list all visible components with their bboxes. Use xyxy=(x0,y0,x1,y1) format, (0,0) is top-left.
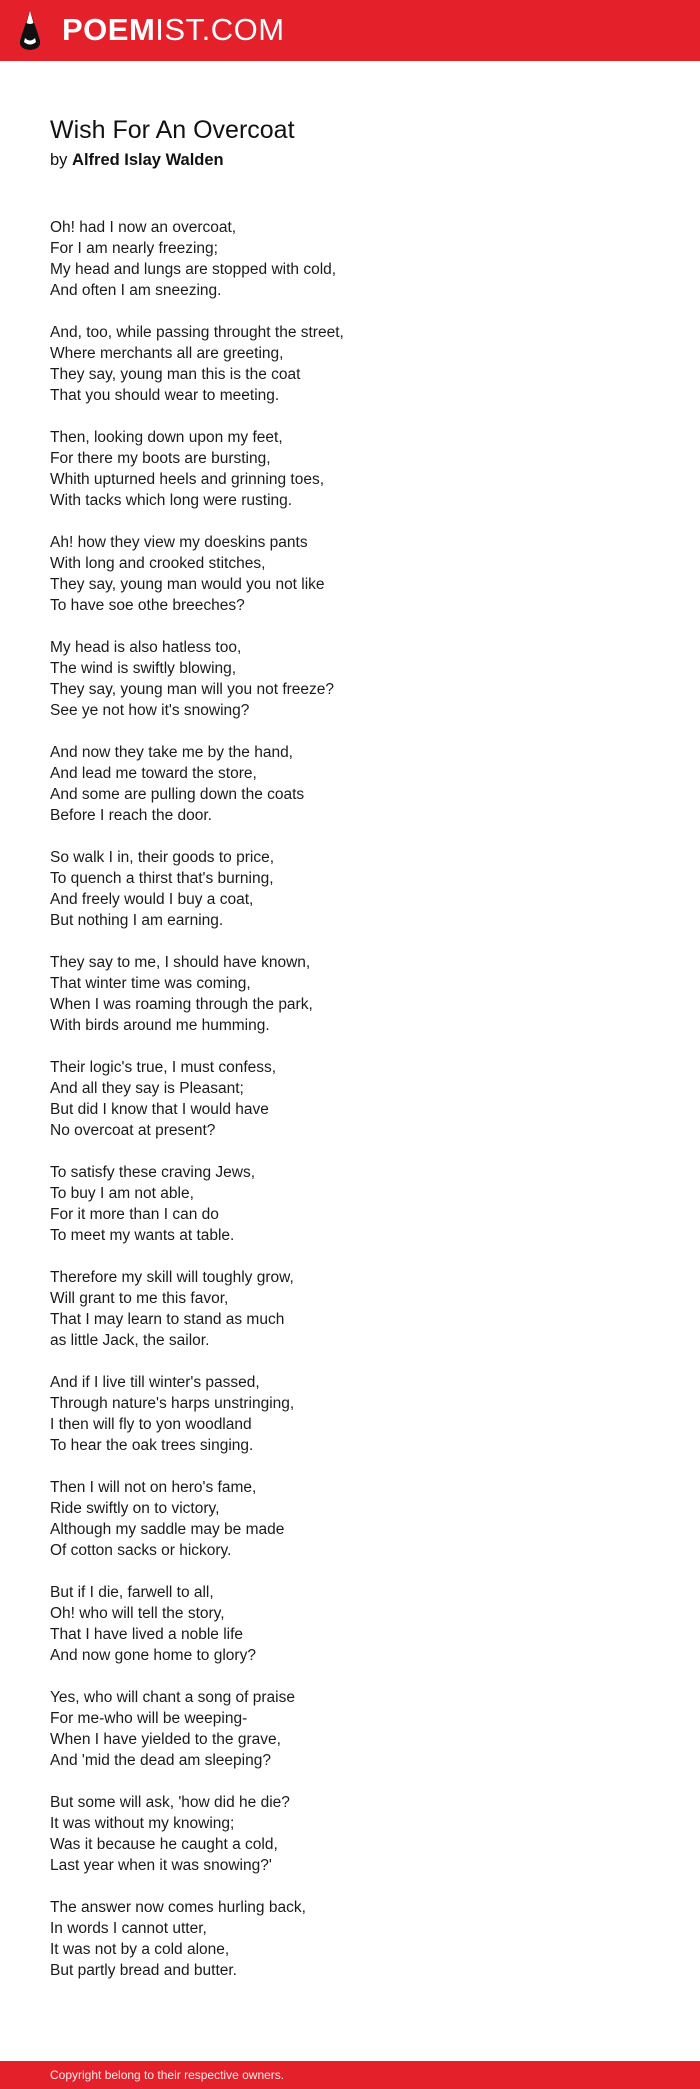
poem-line: Where merchants all are greeting, xyxy=(50,345,284,362)
author-name: Alfred Islay Walden xyxy=(72,151,224,169)
poem-line: With tacks which long were rusting. xyxy=(50,492,293,509)
stanza xyxy=(50,1162,650,1246)
poem-line: And now gone home to glory? xyxy=(50,1647,256,1664)
stanza xyxy=(50,637,650,721)
stanza xyxy=(50,1792,650,1876)
poem-line: And some are pulling down the coats xyxy=(50,786,305,803)
stanza xyxy=(50,322,650,406)
poem-line: To buy I am not able, xyxy=(50,1185,194,1202)
poem-line: To satisfy these craving Jews, xyxy=(50,1164,256,1181)
poem-line: as little Jack, the sailor. xyxy=(50,1332,210,1349)
poem-line: That you should wear to meeting. xyxy=(50,387,280,404)
stanza xyxy=(50,427,650,511)
stanza xyxy=(50,1477,650,1561)
poem-line: And freely would I buy a coat, xyxy=(50,891,254,908)
poem-line: But some will ask, 'how did he die? xyxy=(50,1794,290,1811)
copyright-text: Copyright belong to their respective owners. xyxy=(50,2068,285,2082)
poem-line: The wind is swiftly blowing, xyxy=(50,660,237,677)
poem-line: With birds around me humming. xyxy=(50,1017,270,1034)
poem-line: That I have lived a noble life xyxy=(50,1626,244,1643)
poem-line: But if I die, farwell to all, xyxy=(50,1584,214,1601)
logo-light-part: IST.COM xyxy=(155,12,285,47)
site-footer xyxy=(0,2061,700,2089)
stanza xyxy=(50,952,650,1036)
poem-line: But nothing I am earning. xyxy=(50,912,224,929)
stanza xyxy=(50,742,650,826)
poem-line: And, too, while passing throught the street, xyxy=(50,324,344,341)
poem-line: Ah! how they view my doeskins pants xyxy=(50,534,308,551)
poem-line: So walk I in, their goods to price, xyxy=(50,849,275,866)
stanza xyxy=(50,532,650,616)
poem-line: And 'mid the dead am sleeping? xyxy=(50,1752,271,1769)
stanza xyxy=(50,1057,650,1141)
poem-line: For there my boots are bursting, xyxy=(50,450,271,467)
poem-content xyxy=(50,113,650,2002)
poem-line: For I am nearly freezing; xyxy=(50,240,218,257)
poem-line: Will grant to me this favor, xyxy=(50,1290,229,1307)
poem-line: Therefore my skill will toughly grow, xyxy=(50,1269,294,1286)
stanza xyxy=(50,847,650,931)
poem-line: Before I reach the door. xyxy=(50,807,212,824)
poem-line: They say, young man would you not like xyxy=(50,576,325,593)
poem-line: And now they take me by the hand, xyxy=(50,744,293,761)
poem-line: That winter time was coming, xyxy=(50,975,251,992)
poem-line: When I was roaming through the park, xyxy=(50,996,313,1013)
poem-line: Whith upturned heels and grinning toes, xyxy=(50,471,325,488)
poem-line: The answer now comes hurling back, xyxy=(50,1899,306,1916)
poem-line: In words I cannot utter, xyxy=(50,1920,207,1937)
poem-line: For it more than I can do xyxy=(50,1206,219,1223)
poem-line: They say, young man this is the coat xyxy=(50,366,301,383)
poem-title: Wish For An Overcoat xyxy=(50,116,295,144)
stanza xyxy=(50,1267,650,1351)
poem-line: When I have yielded to the grave, xyxy=(50,1731,281,1748)
poem-body xyxy=(50,217,650,1981)
poem-line: Ride swiftly on to victory, xyxy=(50,1500,220,1517)
poem-line: For me-who will be weeping- xyxy=(50,1710,248,1727)
poem-line: Then, looking down upon my feet, xyxy=(50,429,283,446)
poem-line: To quench a thirst that's burning, xyxy=(50,870,274,887)
poem-line: Last year when it was snowing?' xyxy=(50,1857,272,1874)
poem-line: Through nature's harps unstringing, xyxy=(50,1395,295,1412)
poem-line: And if I live till winter's passed, xyxy=(50,1374,260,1391)
poem-line: No overcoat at present? xyxy=(50,1122,216,1139)
stanza xyxy=(50,217,650,301)
poem-line: And often I am sneezing. xyxy=(50,282,222,299)
byline xyxy=(50,149,650,171)
poem-line: I then will fly to yon woodland xyxy=(50,1416,252,1433)
poem-line: Their logic's true, I must confess, xyxy=(50,1059,277,1076)
poem-line: My head and lungs are stopped with cold, xyxy=(50,261,337,278)
poem-line: My head is also hatless too, xyxy=(50,639,242,656)
site-logo-text xyxy=(62,11,285,49)
poem-line: Of cotton sacks or hickory. xyxy=(50,1542,232,1559)
poem-line: Oh! had I now an overcoat, xyxy=(50,219,237,236)
poem-line: And lead me toward the store, xyxy=(50,765,257,782)
stanza xyxy=(50,1687,650,1771)
poem-line: Yes, who will chant a song of praise xyxy=(50,1689,295,1706)
poem-line: Although my saddle may be made xyxy=(50,1521,285,1538)
poem-line: But did I know that I would have xyxy=(50,1101,269,1118)
poem-line: Oh! who will tell the story, xyxy=(50,1605,225,1622)
poem-line: Was it because he caught a cold, xyxy=(50,1836,278,1853)
poem-line: They say, young man will you not freeze? xyxy=(50,681,335,698)
site-header xyxy=(0,0,700,61)
poem-line: It was not by a cold alone, xyxy=(50,1941,230,1958)
poem-line: To have soe othe breeches? xyxy=(50,597,245,614)
poem-line: Then I will not on hero's fame, xyxy=(50,1479,257,1496)
poem-line: To hear the oak trees singing. xyxy=(50,1437,254,1454)
poem-line: To meet my wants at table. xyxy=(50,1227,235,1244)
poem-line: And all they say is Pleasant; xyxy=(50,1080,244,1097)
logo-bold-part: POEM xyxy=(62,12,156,47)
poem-line: They say to me, I should have known, xyxy=(50,954,311,971)
poem-line: But partly bread and butter. xyxy=(50,1962,237,1979)
stanza xyxy=(50,1372,650,1456)
poem-line: It was without my knowing; xyxy=(50,1815,235,1832)
stanza xyxy=(50,1582,650,1666)
poem-line: That I may learn to stand as much xyxy=(50,1311,285,1328)
pen-nib-icon xyxy=(17,10,43,51)
byline-prefix: by xyxy=(50,151,68,169)
stanza xyxy=(50,1897,650,1981)
poem-line: With long and crooked stitches, xyxy=(50,555,266,572)
poem-line: See ye not how it's snowing? xyxy=(50,702,250,719)
